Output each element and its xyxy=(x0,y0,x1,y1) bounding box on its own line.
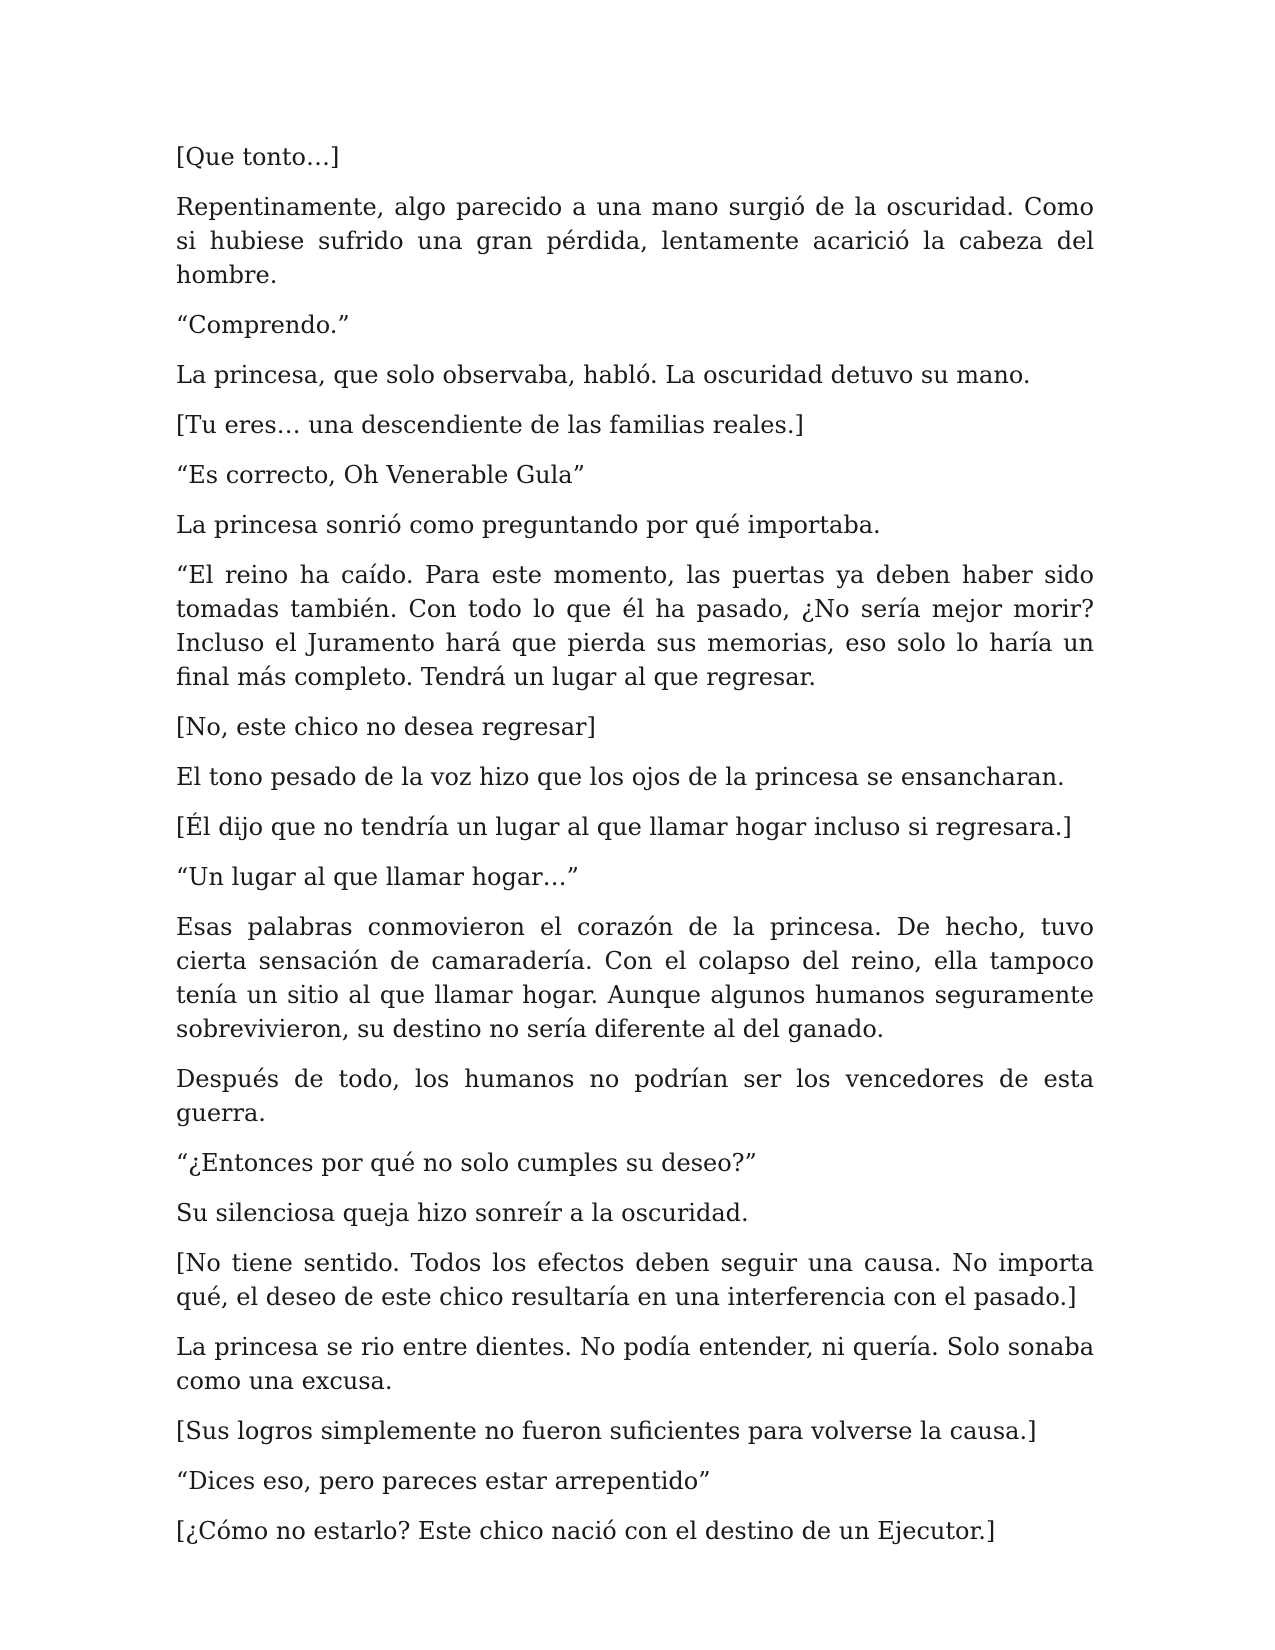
paragraph: Esas palabras conmovieron el corazón de la princesa. De hecho, tuvo cierta sensación de camaradería. Con el colapso del reino, ella tampoco tenía un sitio al que llamar hogar. Aunque algunos humanos seguramente sobrevivieron, su destino no sería diferente al del ganado. xyxy=(176,913,1094,1043)
paragraph: La princesa sonrió como preguntando por qué importaba. xyxy=(176,511,881,539)
document-page xyxy=(176,140,1094,1564)
paragraph: [Tu eres… una descendiente de las familias reales.] xyxy=(176,411,804,439)
paragraph: “Comprendo.” xyxy=(176,311,350,339)
paragraph: El tono pesado de la voz hizo que los ojos de la princesa se ensancharan. xyxy=(176,763,1065,791)
paragraph: [Él dijo que no tendría un lugar al que llamar hogar incluso si regresara.] xyxy=(176,813,1072,841)
paragraph: [¿Cómo no estarlo? Este chico nació con el destino de un Ejecutor.] xyxy=(176,1517,996,1545)
paragraph: [No, este chico no desea regresar] xyxy=(176,713,596,741)
paragraph: “Dices eso, pero pareces estar arrepentido” xyxy=(176,1467,711,1495)
paragraph: Su silenciosa queja hizo sonreír a la oscuridad. xyxy=(176,1199,749,1227)
paragraph: La princesa se rio entre dientes. No podía entender, ni quería. Solo sonaba como una excusa. xyxy=(176,1333,1094,1395)
paragraph: Después de todo, los humanos no podrían ser los vencedores de esta guerra. xyxy=(176,1065,1094,1127)
paragraph: Repentinamente, algo parecido a una mano surgió de la oscuridad. Como si hubiese sufrido una gran pérdida, lentamente acarició la cabeza del hombre. xyxy=(176,193,1094,289)
paragraph: [No tiene sentido. Todos los efectos deben seguir una causa. No importa qué, el deseo de este chico resultaría en una interferencia con el pasado.] xyxy=(176,1249,1094,1311)
paragraph: “Un lugar al que llamar hogar…” xyxy=(176,863,579,891)
paragraph: “Es correcto, Oh Venerable Gula” xyxy=(176,461,585,489)
paragraph: [Sus logros simplemente no fueron suficientes para volverse la causa.] xyxy=(176,1417,1037,1445)
paragraph: “¿Entonces por qué no solo cumples su deseo?” xyxy=(176,1149,757,1177)
paragraph: “El reino ha caído. Para este momento, las puertas ya deben haber sido tomadas también. Con todo lo que él ha pasado, ¿No sería mejor morir? Incluso el Juramento hará que pierda sus memorias, eso solo lo haría un final más completo. Tendrá un lugar al que regresar. xyxy=(176,561,1094,691)
paragraph: [Que tonto…] xyxy=(176,143,340,171)
paragraph: La princesa, que solo observaba, habló. La oscuridad detuvo su mano. xyxy=(176,361,1031,389)
